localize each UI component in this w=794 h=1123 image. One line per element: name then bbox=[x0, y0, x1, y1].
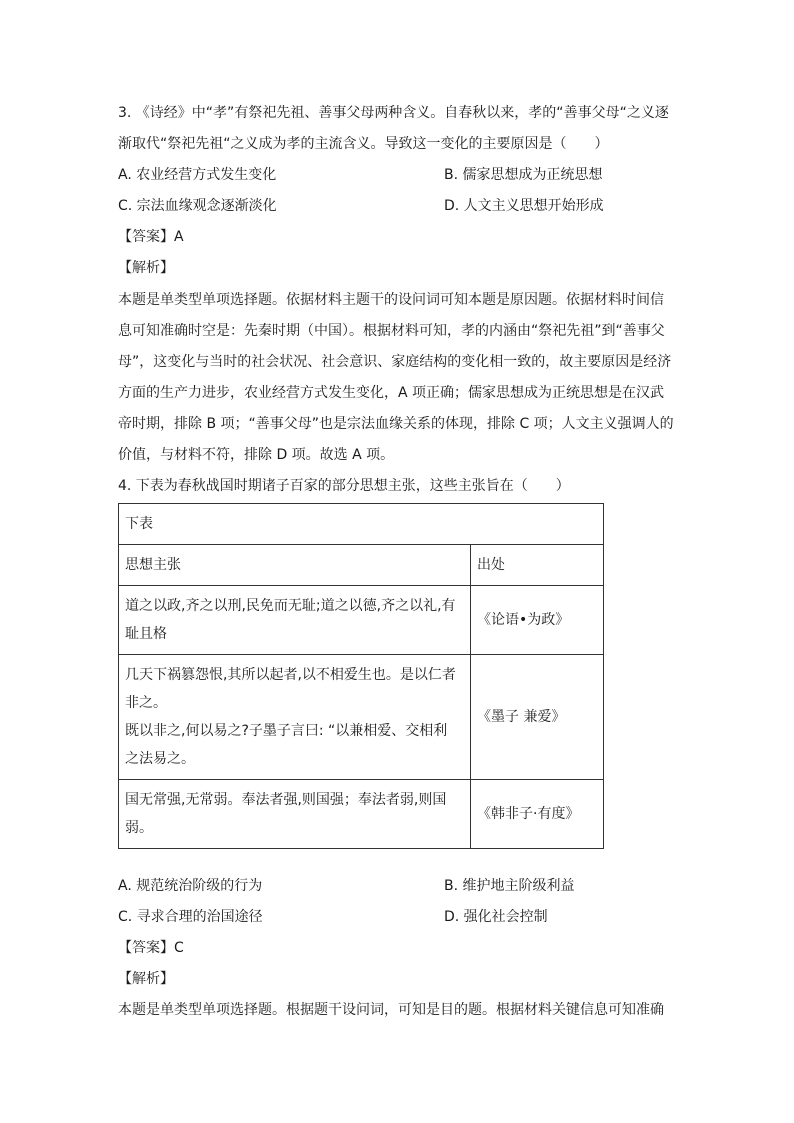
table-row bbox=[119, 586, 604, 655]
q4-option-b: B. 维护地主阶级利益 bbox=[444, 878, 575, 894]
cell-line: 国无常强,无常弱。奉法者强,则国强；奉法者弱,则国 bbox=[125, 792, 447, 808]
table-header-idea: 思想主张 bbox=[119, 545, 471, 586]
q3-analysis-line: 母”，这变化与当时的社会状况、社会意识、家庭结构的变化相一致的，故主要原因是经济 bbox=[118, 354, 672, 370]
q4-option-d: D. 强化社会控制 bbox=[444, 909, 548, 925]
table-header-row bbox=[119, 545, 604, 586]
q4-analysis-label: 【解析】 bbox=[118, 971, 174, 987]
q3-stem-line-2: 渐取代“祭祀先祖“之义成为孝的主流含义。导致这一变化的主要原因是（ ） bbox=[118, 136, 609, 152]
q4-table bbox=[118, 503, 604, 849]
table-cell-idea bbox=[119, 586, 471, 655]
cell-line: 弱。 bbox=[125, 820, 153, 836]
table-cell-idea bbox=[119, 655, 471, 780]
q3-analysis-line: 本题是单类型单项选择题。依据材料主题干的设问词可知本题是原因题。依据材料时间信 bbox=[118, 292, 664, 308]
q3-analysis-line: 价值，与材料不符，排除 D 项。故选 A 项。 bbox=[118, 447, 395, 463]
table-cell-source: 《墨子 兼爱》 bbox=[471, 655, 604, 780]
cell-line: 道之以政,齐之以刑,民免而无耻;道之以德,齐之以礼,有 bbox=[125, 598, 456, 614]
q3-answer: 【答案】A bbox=[118, 229, 184, 245]
q4-answer: 【答案】C bbox=[118, 940, 184, 956]
q3-option-b: B. 儒家思想成为正统思想 bbox=[444, 167, 603, 183]
table-cell-idea bbox=[119, 780, 471, 849]
q3-analysis-label: 【解析】 bbox=[118, 260, 174, 276]
cell-line: 之法易之。 bbox=[125, 751, 195, 767]
q4-stem: 4. 下表为春秋战国时期诸子百家的部分思想主张，这些主张旨在（ ） bbox=[118, 478, 570, 494]
cell-line: 非之。 bbox=[125, 695, 167, 711]
table-row bbox=[119, 655, 604, 780]
q3-stem-line-1: 3. 《诗经》中“孝”有祭祀先祖、善事父母两种含义。自春秋以来，孝的“善事父母“之义逐 bbox=[118, 105, 669, 121]
q3-analysis-line: 息可知准确时空是：先秦时期（中国）。根据材料可知，孝的内涵由“祭祀先祖”到“善事父 bbox=[118, 323, 665, 339]
q3-option-a: A. 农业经营方式发生变化 bbox=[118, 167, 277, 183]
table-row bbox=[119, 780, 604, 849]
cell-line: 既以非之,何以易之?子墨子言曰: “以兼相爱、交相利 bbox=[125, 723, 448, 739]
q3-option-c: C. 宗法血缘观念逐渐淡化 bbox=[118, 198, 277, 214]
table-caption: 下表 bbox=[119, 504, 604, 545]
cell-line: 耻且格 bbox=[125, 626, 167, 642]
q4-analysis-line: 本题是单类型单项选择题。根据题干设问词，可知是目的题。根据材料关键信息可知准确 bbox=[118, 1002, 664, 1018]
q3-option-d: D. 人文主义思想开始形成 bbox=[444, 198, 604, 214]
cell-line: 几天下祸篡怨恨,其所以起者,以不相爱生也。是以仁者 bbox=[125, 667, 456, 683]
table-caption-row bbox=[119, 504, 604, 545]
table-cell-source: 《论语•为政》 bbox=[471, 586, 604, 655]
table-cell-source: 《韩非子·有度》 bbox=[471, 780, 604, 849]
q3-analysis-line: 方面的生产力进步，农业经营方式发生变化，A 项正确；儒家思想成为正统思想是在汉武 bbox=[118, 385, 665, 401]
q4-option-c: C. 寻求合理的治国途径 bbox=[118, 909, 263, 925]
table-header-source: 出处 bbox=[471, 545, 604, 586]
q4-option-a: A. 规范统治阶级的行为 bbox=[118, 878, 263, 894]
q3-analysis-line: 帝时期，排除 B 项；“善事父母”也是宗法血缘关系的体现，排除 C 项；人文主义强调人的 bbox=[118, 416, 674, 432]
